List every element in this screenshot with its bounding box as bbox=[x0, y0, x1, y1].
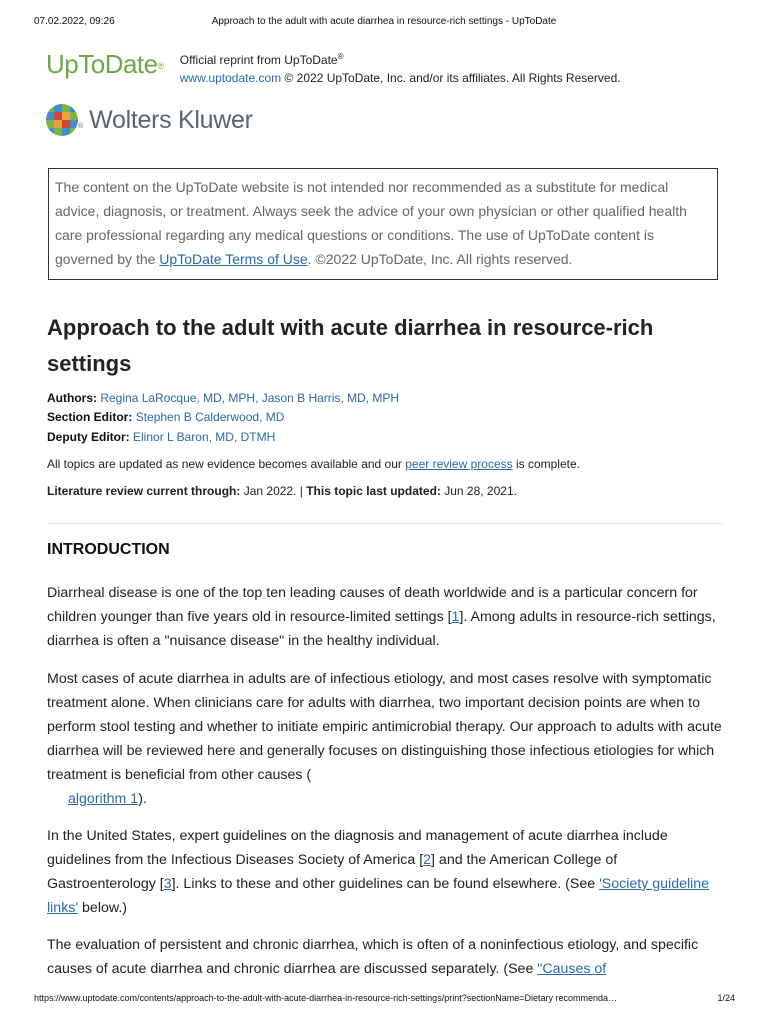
reference-link[interactable]: 3 bbox=[163, 876, 172, 892]
paragraph-1: Diarrheal disease is one of the top ten leading causes of death worldwide and is a particular concern for children younger than five years old in resource-limited settings [1]. Among adults in resource-rich settings, diarrhea is often a "nuisance disease" in the healthy individual. bbox=[47, 585, 716, 649]
terms-of-use-link[interactable]: UpToDate Terms of Use bbox=[159, 251, 308, 267]
review-dates: Literature review current through: Jan 2022. | This topic last updated: Jun 28, 2021. bbox=[47, 484, 517, 498]
article-title: Approach to the adult with acute diarrhea in resource-rich settings bbox=[47, 315, 654, 376]
authors-link[interactable]: Regina LaRocque, MD, MPH, Jason B Harris, MD, MPH bbox=[100, 391, 400, 405]
page-number: 1/24 bbox=[717, 993, 735, 1003]
algorithm-link[interactable]: algorithm 1 bbox=[68, 791, 139, 807]
uptodate-site-link[interactable]: www.uptodate.com bbox=[179, 71, 282, 85]
disclaimer-box: The content on the UpToDate website is not intended nor recommended as a substitute for medical advice, diagnosis, or treatment. Always seek the advice of your own physician or other qualified health care professional regarding any medical questions or conditions. The use of UpToDate content is governed by the UpToDate Terms of Use. ©2022 UpToDate, Inc. All rights reserved. bbox=[48, 168, 718, 280]
paragraph-3: In the United States, expert guidelines on the diagnosis and management of acute diarrhea include guidelines from the Infectious Diseases Society of America [2] and the American College of Gastroenterology [3]. Links to these and other guidelines can be found elsewhere. (See 'Society guideline links' below.) bbox=[47, 828, 710, 916]
uptodate-logo: UpToDate® bbox=[46, 49, 164, 79]
deputy-editor-link[interactable]: Elinor L Baron, MD, DTMH bbox=[133, 430, 276, 444]
causes-link[interactable]: "Causes of bbox=[537, 961, 607, 977]
divider bbox=[47, 523, 723, 524]
reference-link[interactable]: 1 bbox=[451, 609, 460, 625]
deputy-editor-line: Deputy Editor: Elinor L Baron, MD, DTMH bbox=[47, 430, 276, 444]
reference-link[interactable]: 2 bbox=[423, 852, 432, 868]
uptodate-branding bbox=[46, 48, 621, 87]
update-notice: All topics are updated as new evidence becomes available and our peer review process is complete. bbox=[47, 457, 580, 471]
wk-name: Wolters Kluwer bbox=[89, 105, 253, 134]
society-guideline-link[interactable]: 'Society guideline links' bbox=[47, 876, 710, 916]
reprint-notice: Official reprint from UpToDate® www.uptodate.com © 2022 UpToDate, Inc. and/or its affiliates. All Rights Reserved. bbox=[179, 52, 621, 85]
paragraph-2: Most cases of acute diarrhea in adults are of infectious etiology, and most cases resolve with symptomatic treatment alone. When clinicians care for adults with diarrhea, two important decision points are when to perform stool testing and whether to initiate empiric antimicrobial therapy. Our approach to adults with acute diarrhea will be reviewed here and generally focuses on distinguishing those infectious etiologies for which treatment is beneficial from other causes ( algorithm 1). bbox=[47, 671, 722, 807]
section-editor-line: Section Editor: Stephen B Calderwood, MD bbox=[47, 410, 285, 424]
section-editor-link[interactable]: Stephen B Calderwood, MD bbox=[135, 410, 285, 424]
print-page-title: Approach to the adult with acute diarrhea in resource-rich settings - UpToDate bbox=[211, 16, 557, 27]
peer-review-link[interactable]: peer review process bbox=[405, 457, 513, 471]
wolters-kluwer-logo: ® Wolters Kluwer bbox=[46, 104, 253, 136]
print-url: https://www.uptodate.com/contents/approach-to-the-adult-with-acute-diarrhea-in-resource-rich-settings/print?sectionName=Dietary recommenda… bbox=[34, 993, 618, 1003]
paragraph-4: The evaluation of persistent and chronic diarrhea, which is often of a noninfectious etiology, and specific causes of acute diarrhea and chronic diarrhea are discussed separately. (See "Causes of bbox=[47, 937, 699, 977]
print-datetime: 07.02.2022, 09:26 bbox=[34, 16, 115, 27]
wk-globe-icon bbox=[46, 104, 78, 136]
section-heading: INTRODUCTION bbox=[47, 541, 170, 558]
authors-line: Authors: Regina LaRocque, MD, MPH, Jason B Harris, MD, MPH bbox=[47, 391, 400, 405]
